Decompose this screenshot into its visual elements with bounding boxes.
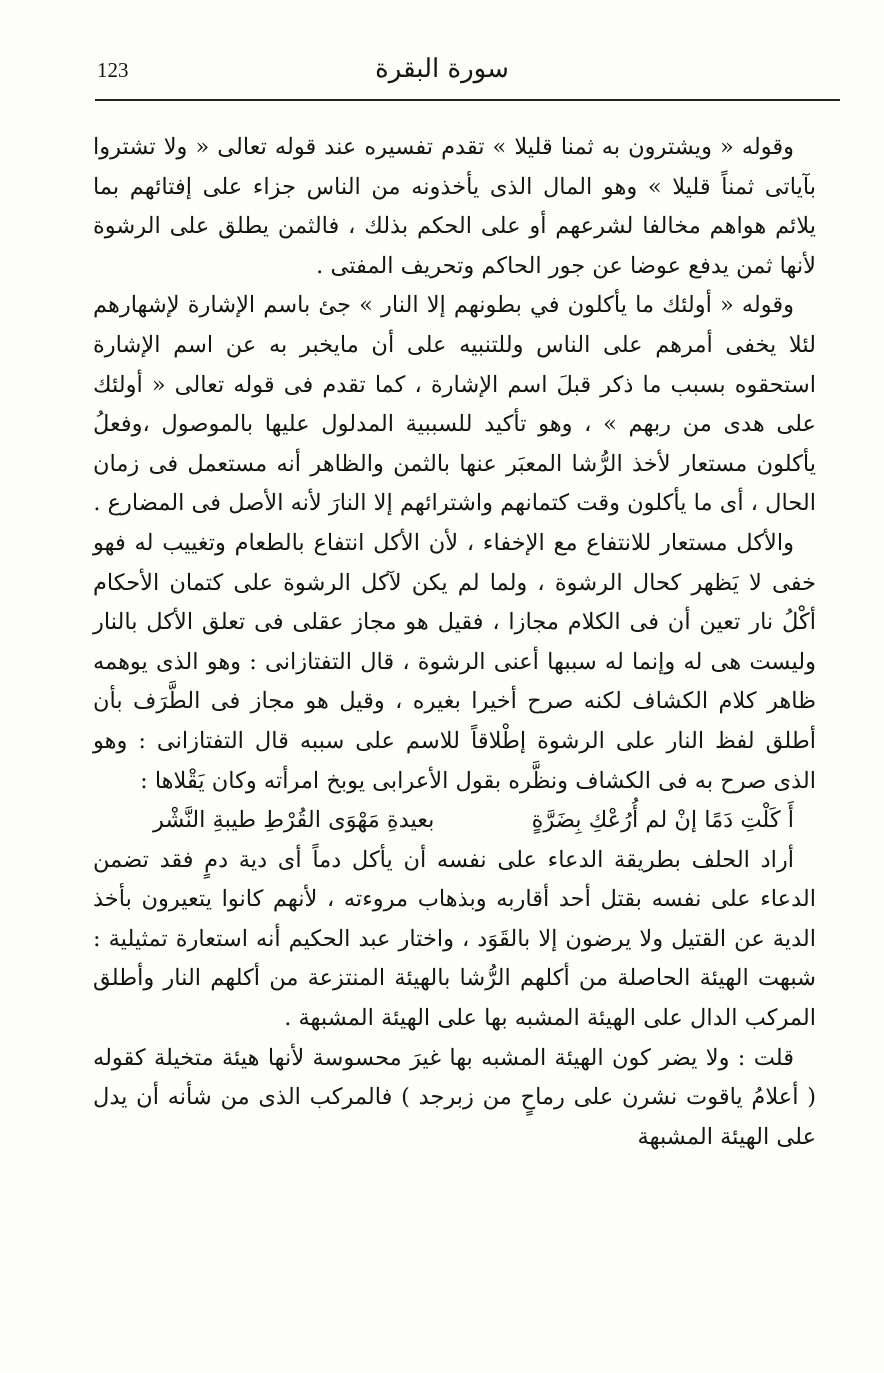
surah-title: سورة البقرة [375,54,509,84]
verse-first-hemistich: أَ كَلْتِ دَمًا إنْ لم أُرُعْكِ بِضَرَّةٍ [531,807,794,834]
paragraph: والأكل مستعار للانتفاع مع الإخفاء ، لأن الأكل انتفاع بالطعام وتغييب له فهو خفى لا يَظهر كحال الرشوة ، ولما لم يكن لآكل الرشوة على كتمان الأحكام أكْلُ نار تعين أن فى الكلام مجازا ، فقيل هو مجاز عقلى فى تعلق الأكل بالنار وليست هى له وإنما له سببها أعنى الرشوة ، قال التفتازانى : وهو الذى يوهمه ظاهر كلام الكشاف لكنه صرح أخيرا بغيره ، وقيل هو مجاز فى الطَّرَف بأن أطلق لفظ النار على الرشوة إطْلاقاً للاسم على سببه قال التفتازانى : وهو الذى صرح به فى الكشاف ونظَّره بقول الأعرابى يوبخ امرأته وكان يَقْلاها : [93,529,817,794]
page-number: 123 [97,58,129,82]
header-divider [95,99,840,101]
poetry-verse [93,801,816,841]
page-header [95,52,789,98]
paragraph: قلت : ولا يضر كون الهيئة المشبه بها غيرَ محسوسة لأنها هيئة متخيلة كقوله ( أعلامُ ياقوت نشرن على رماحٍ من زبرجد ) فالمركب الذى من شأنه أن يدل على الهيئة المشبهة [93,1044,816,1150]
body-text [93,128,816,1157]
paragraph: أراد الحلف بطريقة الدعاء على نفسه أن يأكل دماً أى دية دمٍ فقد تضمن الدعاء على نفسه بقتل أحد أقاربه وبذهاب مروءته ، لأنهم كانوا يتعيرون بأخذ الدية عن القتيل ولا يرضون إلا بالقَوَد ، واختار عبد الحكيم أنه استعارة تمثيلية : شبهت الهيئة الحاصلة من أكلهم الرُّشا بالهيئة المنتزعة من أكلهم النار وأطلق المركب الدال على الهيئة المشبه بها على الهيئة المشبهة . [93,846,816,1032]
paragraph: وقوله « ويشترون به ثمنا قليلا » تقدم تفسيره عند قوله تعالى « ولا تشتروا بآياتى ثمناً قليلا » وهو المال الذى يأخذونه من الناس جزاء على إفتائهم بما يلائم هواهم مخالفا لشرعهم أو على الحكم بذلك ، فالثمن يطلق على الرشوة لأنها ثمن يدفع عوضا عن جور الحاكم وتحريف المفتى . [93,134,816,279]
verse-second-hemistich: بعيدةِ مَهْوَى القُرْطِ طيبةِ النَّشْر [153,807,435,834]
paragraph: وقوله « أولئك ما يأكلون في بطونهم إلا النار » جئ باسم الإشارة لإشهارهم لئلا يخفى أمرهم على الناس وللتنبيه على أن مايخبر به عن اسم الإشارة استحقوه بسبب ما ذكر قبلَ اسم الإشارة ، كما تقدم فى قوله تعالى « أولئك على هدى من ربهم » ، وهو تأكيد للسببية المدلول عليها بالموصول ،وفعلُ يأكلون مستعار لأخذ الرُّشا المعبَر عنها بالثمن والظاهر أنه مستعمل فى زمان الحال ، أى ما يأكلون وقت كتمانهم واشترائهم إلا النارَ لأنه الأصل فى المضارع . [93,292,816,517]
